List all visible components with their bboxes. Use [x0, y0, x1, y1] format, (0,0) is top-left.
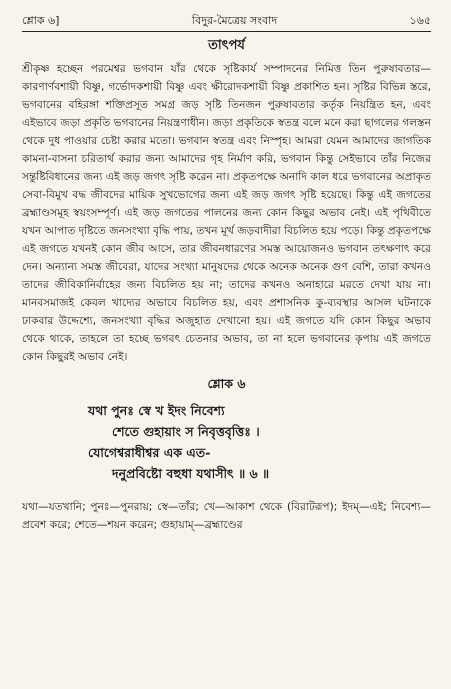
verse-heading: শ্লোক ৬	[207, 376, 246, 391]
synonyms-paragraph: যথা—যতখানি; পুনঃ—পুনরায়; স্বে—তাঁর; খে—আকাশ থেকে (বিরাটরূপ); ইদম্—এই; নিবেশ্য—প্রবেশ করে; শেতে—শয়ন করেন; গুহায়াম্—ব্রহ্মাণ্ডের	[22, 501, 431, 531]
header-chapter-title: বিদুর-মৈত্রেয় সংবাদ	[191, 14, 278, 27]
page-number: ১৬৫	[409, 14, 431, 27]
header-verse-ref: শ্লোক ৬]	[22, 14, 60, 27]
purport-heading: তাৎপর্য	[208, 38, 245, 53]
purport-section	[22, 36, 431, 366]
verse-line: যথা পুনঃ স্বে খ ইদং নিবেশ্য	[88, 403, 225, 418]
verse-line: শেতে গুহায়াং স নিবৃত্তবৃত্তিঃ ।	[112, 424, 260, 439]
header-divider	[22, 31, 431, 32]
verse-line: যোগেশ্বরাধীশ্বর এক এত-	[88, 445, 211, 460]
verse-line: দনুপ্রবিষ্টো বহুধা যথাসীৎ ॥ ৬ ॥	[112, 466, 270, 481]
verse-section	[22, 376, 431, 484]
purport-paragraph: শ্রীকৃষ্ণ হচ্ছেন পরমেশ্বর ভগবান যাঁর থেকে সৃষ্টিকার্য সম্পাদনের নিমিত্ত তিন পুরুষাবতার—কারণার্ণবশায়ী বিষ্ণু, গর্ভোদকশায়ী বিষ্ণু এবং ক্ষীরোদকশায়ী বিষ্ণু প্রকাশিত হন। সৃষ্টির বিভিন্ন স্তরে, ভগবানের বহিরঙ্গা শক্তিপ্রসূত সমগ্র জড় সৃষ্টি তিনজন পুরুষাবতার কর্তৃক নিয়ন্ত্রিত হন, এবং এইভাবে জড়া প্রকৃতি ভগবানের নিয়ন্ত্রণাধীন। জড়া প্রকৃতিকে স্বতন্ত্র বলে মনে করা ছাগলের গলস্তন থেকে দুধ পাওয়ার চেষ্টা করার মতো। ভগবান স্বতন্ত্র এবং নিস্পৃহ। আমরা যেমন আমাদের জাগতিক কামনা-বাসনা চরিতার্থ করার জন্য আমাদের গৃহ নির্মাণ করি, ভগবান কিন্তু সেইভাবে তাঁর নিজের সন্তুষ্টিবিধানের জন্য এই জড় জগৎ সৃষ্টি করেন না। প্রকৃতপক্ষে অনাদি কাল ধরে ভগবানের অপ্রাকৃত সেবা-বিমুখ বদ্ধ জীবদের মায়িক সুখভোগের জন্য এই জড় জগৎ সৃষ্টি হয়েছে। কিন্তু এই জগতের ব্রহ্মাণ্ডসমূহ স্বয়ংসম্পূর্ণ। এই জড় জগতের পালনের জন্য কোন কিছুর অভাব নেই। এই পৃথিবীতে যখন আপাত দৃষ্টিতে জনসংখ্যা বৃদ্ধি পায়, তখন মূর্খ জড়বাদীরা বিচলিত হয়ে পড়ে। কিন্তু প্রকৃতপক্ষে এই জগতে যখনই কোন জীব আসে, তার জীবনধারণের সমস্ত আয়োজনও ভগবান তৎক্ষণাৎ করে দেন। অন্যান্য সমস্ত জীবেরা, যাদের সংখ্যা মানুষদের থেকে অনেক অনেক গুণ বেশি, তারা কখনও তাদের জীবিকানির্বাহের জন্য বিচলিত হয় না; তাদের কখনও অনাহারে মরতে দেখা যায় না। মানবসমাজই কেবল খাদ্যের অভাবে বিচলিত হয়, এবং প্রশাসনিক কু-ব্যবস্থার আসল ঘটনাকে ঢাকবার উদ্দেশ্যে, জনসংখ্যা বৃদ্ধির অজুহাত দেখানো হয়। এই জগতে যদি কোন কিছুর অভাব থেকে থাকে, তাহলে তা হচ্ছে ভগবৎ চেতনার অভাব, তা না হলে ভগবানের কৃপায় এই জগতে কোন কিছুরই অভাব নেই।	[22, 63, 431, 363]
running-header	[22, 14, 431, 31]
